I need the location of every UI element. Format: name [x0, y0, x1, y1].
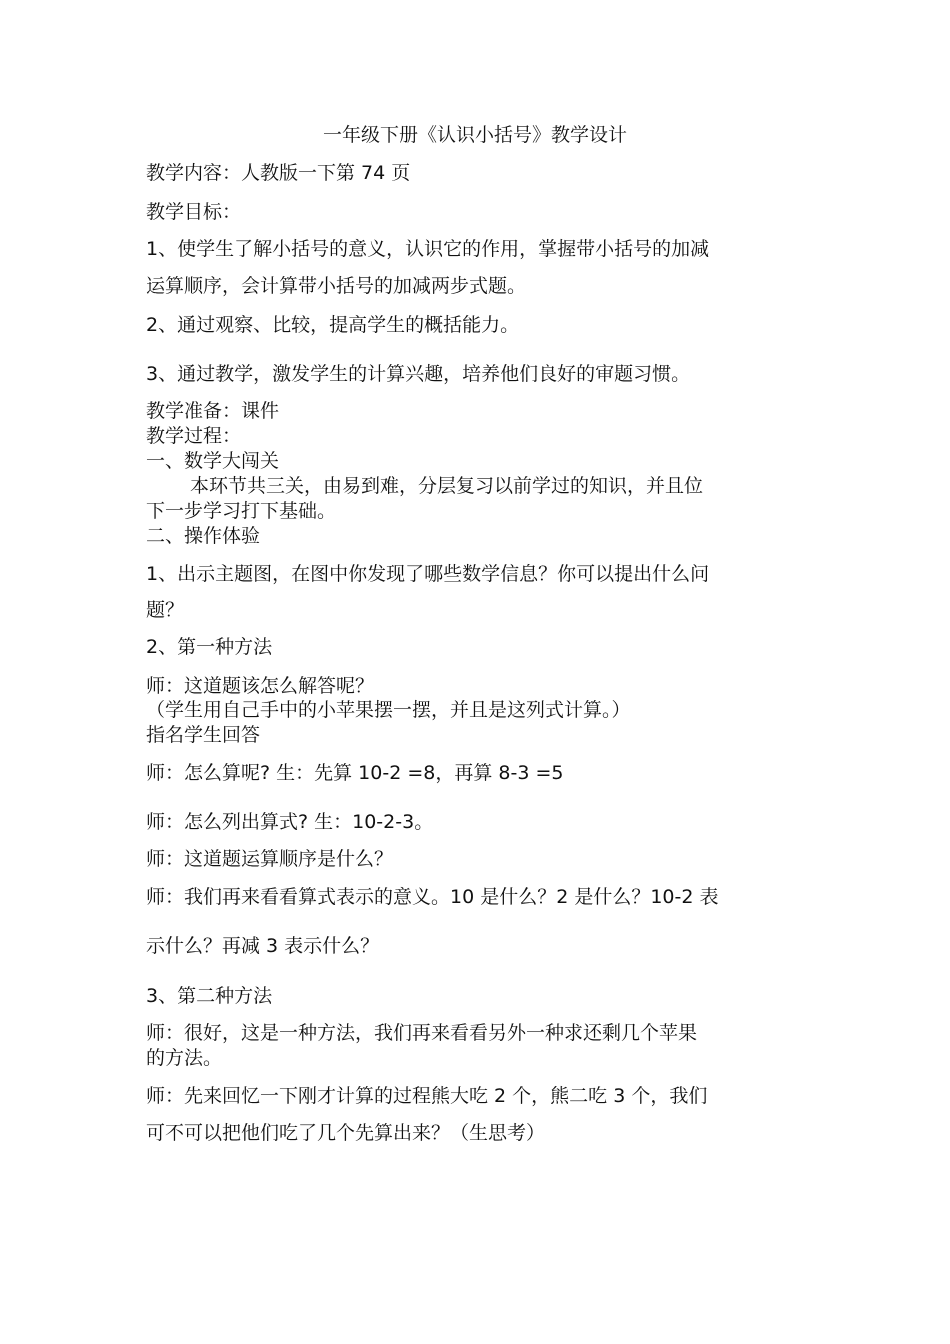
teaching-goals-heading: 教学目标： — [146, 201, 242, 223]
method-2-line-3: 师：先来回忆一下刚才计算的过程熊大吃 2 个，熊二吃 3 个，我们 — [146, 1085, 708, 1107]
goal-1-line-1: 1、使学生了解小括号的意义，认识它的作用，掌握带小括号的加减 — [146, 238, 710, 260]
method-1-heading: 2、第一种方法 — [146, 636, 273, 658]
teaching-process-heading: 教学过程： — [146, 425, 242, 447]
teaching-prep-line: 教学准备：课件 — [146, 400, 280, 422]
dialogue-line-3: 师：这道题运算顺序是什么？ — [146, 848, 394, 870]
teaching-content-line: 教学内容：人教版一下第 74 页 — [146, 162, 411, 184]
method-2-line-4: 可不可以把他们吃了几个先算出来？（生思考） — [146, 1122, 546, 1144]
goal-2-line: 2、通过观察、比较，提高学生的概括能力。 — [146, 314, 520, 336]
section-2-heading: 二、操作体验 — [146, 525, 261, 547]
document-title: 一年级下册《认识小括号》教学设计 — [322, 124, 627, 146]
section-1-paragraph-line-1: 本环节共三关，由易到难，分层复习以前学过的知识，并且位 — [190, 475, 704, 497]
dialogue-line-4: 师：我们再来看看算式表示的意义。10 是什么？2 是什么？10-2 表 — [146, 886, 719, 908]
dialogue-line-5: 示什么？再减 3 表示什么？ — [146, 935, 380, 957]
section-1-heading: 一、数学大闯关 — [146, 450, 280, 472]
goal-1-line-2: 运算顺序，会计算带小括号的加减两步式题。 — [146, 275, 527, 297]
method-2-heading: 3、第二种方法 — [146, 985, 273, 1007]
step-1-line-2: 题？ — [146, 599, 185, 621]
dialogue-line-1: 师：怎么算呢? 生：先算 10-2 =8，再算 8-3 =5 — [146, 762, 564, 784]
student-answer-line: 指名学生回答 — [146, 724, 261, 746]
dialogue-line-2: 师：怎么列出算式? 生：10-2-3。 — [146, 811, 434, 833]
step-1-line-1: 1、出示主题图，在图中你发现了哪些数学信息？你可以提出什么问 — [146, 563, 710, 585]
method-2-line-2: 的方法。 — [146, 1047, 223, 1069]
goal-3-line: 3、通过教学，激发学生的计算兴趣，培养他们良好的审题习惯。 — [146, 363, 691, 385]
teacher-question-line: 师：这道题该怎么解答呢？ — [146, 675, 375, 697]
section-1-paragraph-line-2: 下一步学习打下基础。 — [146, 500, 337, 522]
student-activity-line: （学生用自己手中的小苹果摆一摆，并且是这列式计算。） — [146, 699, 631, 721]
method-2-line-1: 师：很好，这是一种方法，我们再来看看另外一种求还剩几个苹果 — [146, 1022, 698, 1044]
